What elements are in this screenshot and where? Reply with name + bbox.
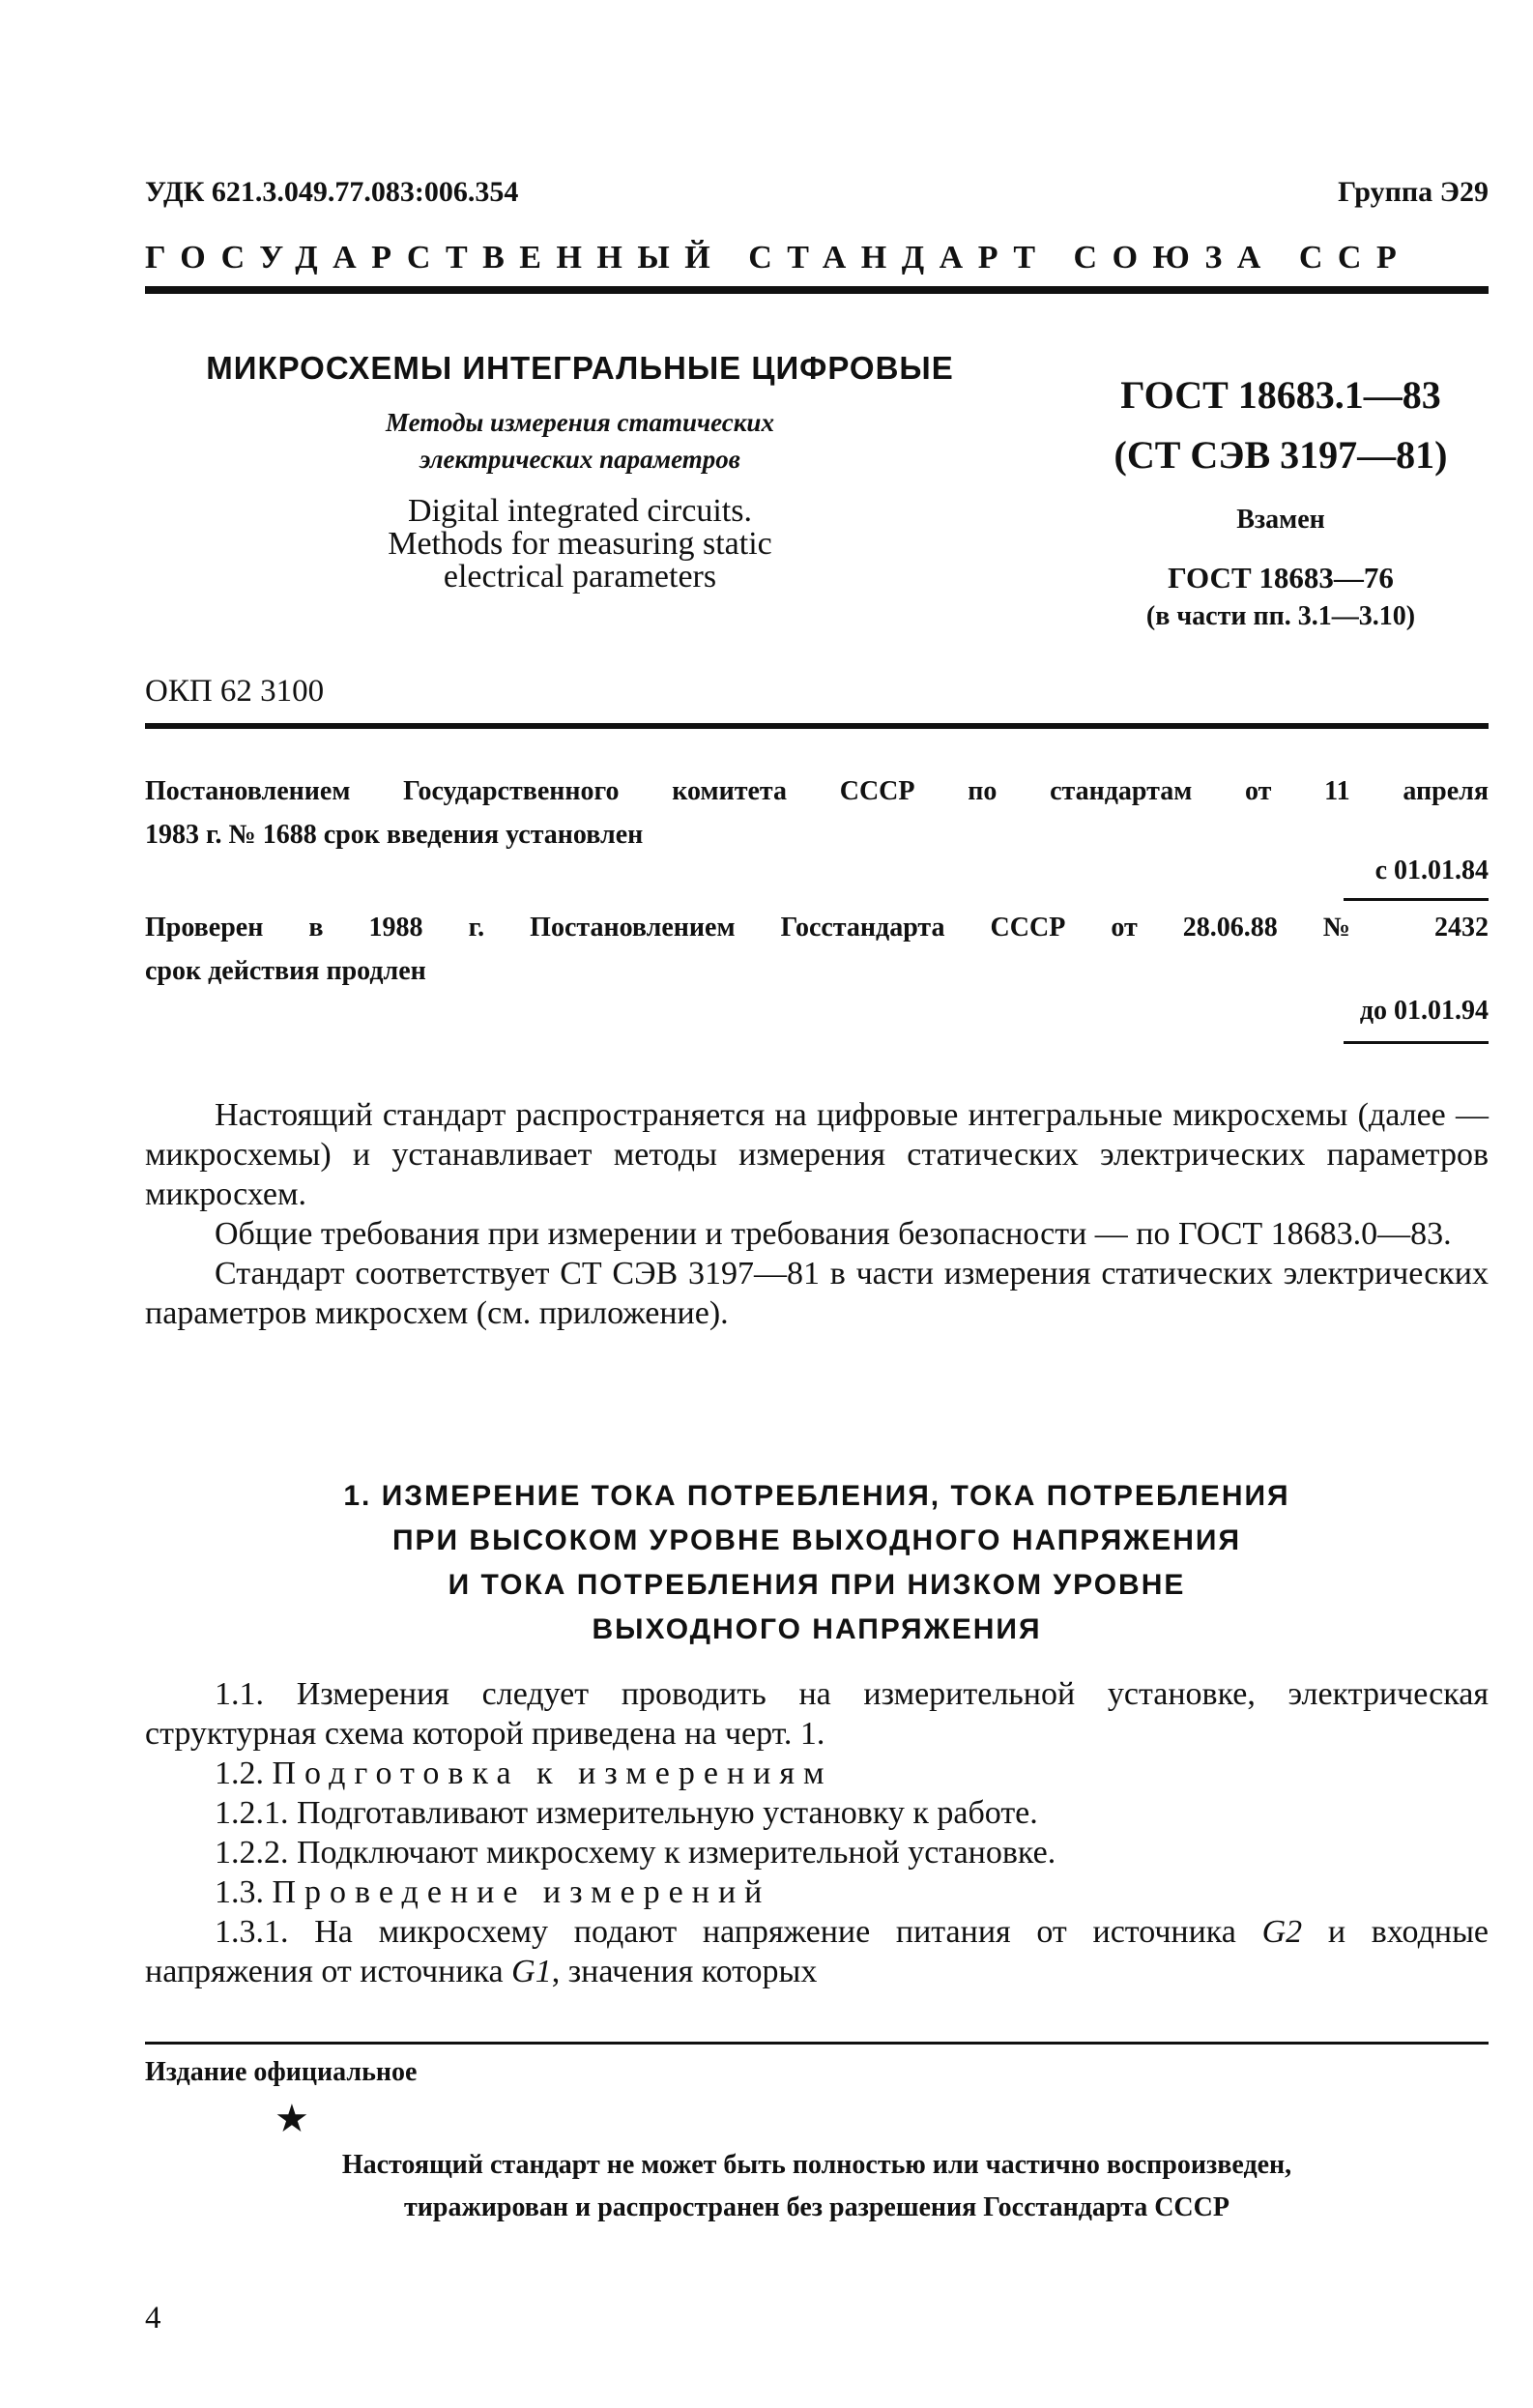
clause-1-2-2: 1.2.2. Подключают микросхему к измерительной установке. (215, 1835, 1056, 1871)
clause-1-2-title: Подготовка к измерениям (272, 1755, 833, 1791)
replaced-gost: ГОСТ 18683—76 (1168, 561, 1394, 595)
review-line-1: Проверен в 1988 г. Постановлением Госстандарта СССР от 28.06.88 № 2432 (145, 913, 1489, 943)
clause-1-3-title: Проведение измерений (272, 1874, 771, 1910)
clause-1-3-1 (145, 1912, 1489, 1991)
udc-code: УДК 621.3.049.77.083:006.354 (145, 176, 519, 208)
footer-rule (145, 2042, 1489, 2045)
group-code: Группа Э29 (1338, 176, 1489, 208)
clause-1-2 (145, 1754, 1489, 1793)
subtitle-russian-line-2: электрических параметров (419, 445, 740, 474)
clause-1-3-1-part-a: 1.3.1. На микросхему подают напряжение питания от источника (215, 1914, 1262, 1950)
star-icon: ★ (275, 2097, 309, 2140)
clause-1-1: 1.1. Измерения следует проводить на измерительной установке, электрическая структурная схема которой приведена на черт. 1. (145, 1676, 1489, 1752)
clause-1-3-1-part-b: и входные напряжения от источника (145, 1914, 1489, 1989)
section-1-body (145, 1674, 1489, 1991)
intro-paragraph-3: Стандарт соответствует СТ СЭВ 3197—81 в части измерения статических электрических параметров микросхем (см. приложение). (145, 1256, 1489, 1331)
header-rule (145, 286, 1489, 294)
section-heading-line-2: ПРИ ВЫСОКОМ УРОВНЕ ВЫХОДНОГО НАПРЯЖЕНИЯ (391, 1524, 1242, 1556)
section-heading-line-1: 1. ИЗМЕРЕНИЕ ТОКА ПОТРЕБЛЕНИЯ, ТОКА ПОТРЕБЛЕНИЯ (343, 1480, 1290, 1512)
state-standard-title: ГОСУДАРСТВЕННЫЙ СТАНДАРТ СОЮЗА ССР (145, 240, 1412, 276)
source-g1: G1 (511, 1954, 552, 1989)
subtitle-russian (145, 404, 1015, 478)
clause-1-3-number: 1.3. (215, 1874, 264, 1910)
title-english-line-2: Methods for measuring static (388, 526, 772, 562)
clause-1-3-1-part-c: , значения которых (551, 1954, 818, 1989)
review-line-2: срок действия продлен (145, 956, 426, 986)
title-english-line-1: Digital integrated circuits. (408, 493, 752, 529)
source-g2: G2 (1261, 1914, 1303, 1950)
gost-number: ГОСТ 18683.1—83 (1120, 373, 1441, 417)
section-1-heading (145, 1474, 1489, 1652)
title-english-line-3: electrical parameters (443, 559, 717, 595)
okp-code: ОКП 62 3100 (145, 674, 325, 709)
copyright-notice-line-1: Настоящий стандарт не может быть полностью или частично воспроизведен, (341, 2150, 1292, 2180)
replaces-label: Взамен (1236, 505, 1325, 535)
review-text (145, 906, 1489, 993)
intro-text (145, 1095, 1489, 1333)
header-row (145, 176, 1489, 209)
effective-date: с 01.01.84 (1374, 856, 1489, 885)
clause-1-3 (145, 1872, 1489, 1912)
replaced-part: (в части пп. 3.1—3.10) (1145, 601, 1416, 631)
intro-paragraph-2: Общие требования при измерении и требования безопасности — по ГОСТ 18683.0—83. (215, 1216, 1452, 1252)
copyright-notice-line-2: тиражирован и распространен без разрешения Госстандарта СССР (404, 2192, 1229, 2222)
title-block (145, 350, 1015, 594)
page-number: 4 (145, 2301, 161, 2335)
clause-1-2-number: 1.2. (215, 1755, 264, 1791)
title-english (145, 495, 1015, 594)
extended-date: до 01.01.94 (1359, 996, 1489, 1026)
subtitle-russian-line-1: Методы измерения статических (386, 408, 774, 437)
decree-line-1: Постановлением Государственного комитета СССР по стандартам от 11 апреля (145, 776, 1489, 806)
effective-date-rule (1344, 898, 1489, 901)
decree-line-2: 1983 г. № 1688 срок введения установлен (145, 820, 644, 850)
okp-rule (145, 723, 1489, 729)
official-edition: Издание официальное (145, 2057, 418, 2087)
clause-1-2-1: 1.2.1. Подготавливают измерительную установку к работе. (215, 1795, 1038, 1831)
st-sev-number: (СТ СЭВ 3197—81) (1114, 433, 1448, 477)
decree-text (145, 769, 1489, 856)
extended-date-rule (1344, 1041, 1489, 1044)
title-russian: МИКРОСХЕМЫ ИНТЕГРАЛЬНЫЕ ЦИФРОВЫЕ (206, 350, 954, 386)
copyright-notice (145, 2144, 1489, 2229)
section-heading-line-4: ВЫХОДНОГО НАПРЯЖЕНИЯ (592, 1613, 1042, 1645)
document-page (145, 0, 1489, 2408)
gost-block (1073, 365, 1489, 632)
intro-paragraph-1: Настоящий стандарт распространяется на цифровые интегральные микросхемы (далее — микросхемы) и устанавливает методы измерения статических электрических параметров микросхем. (145, 1097, 1489, 1212)
section-heading-line-3: И ТОКА ПОТРЕБЛЕНИЯ ПРИ НИЗКОМ УРОВНЕ (448, 1569, 1186, 1601)
